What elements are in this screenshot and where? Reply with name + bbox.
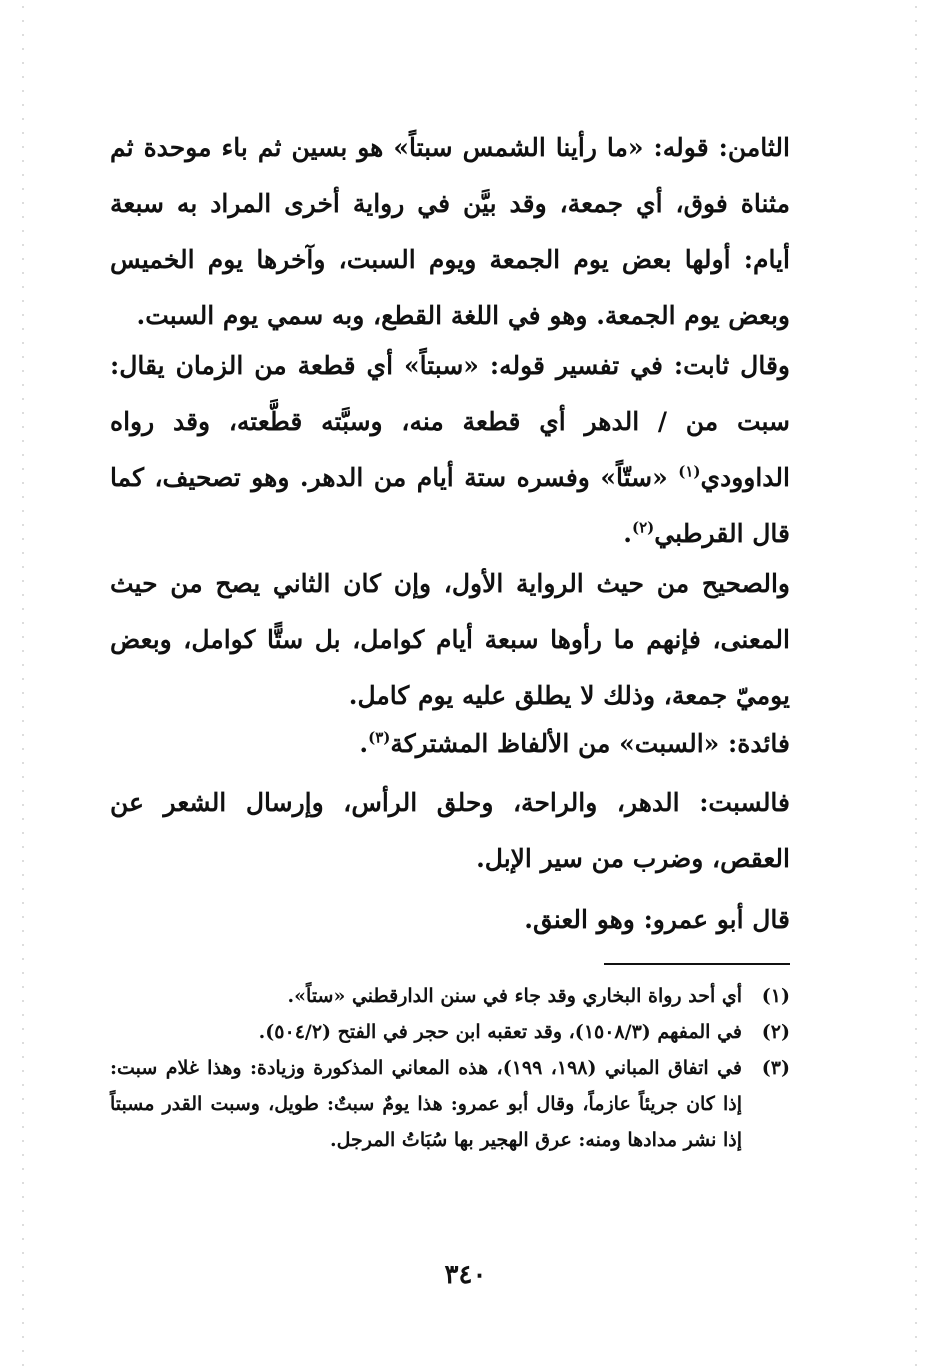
footnote-number: (١) — [761, 985, 790, 1007]
page-number: ٣٤٠ — [444, 1260, 487, 1290]
paragraph-text: قال أبو عمرو: وهو العنق. — [524, 905, 790, 934]
footnote-ref-1[interactable]: (١) — [678, 462, 701, 481]
footnote-3 — [110, 1050, 790, 1158]
paragraph-6 — [110, 892, 790, 948]
paragraph-text: والصحيح من حيث الرواية الأول، وإن كان الثاني يصح من حيث المعنى، فإنهم ما رأوها سبعة أيام كوامل، بل ستًّا كوامل، وبعض يوميّ جمعة، وذلك لا يطلق عليه يوم كامل. — [110, 569, 790, 710]
footnote-number: (٣) — [761, 1057, 790, 1079]
footnote-text: في المفهم (١٥٠٨/٣)، وقد تعقبه ابن حجر في الفتح (٥٠٤/٢). — [258, 1021, 742, 1043]
paragraph-3 — [110, 556, 790, 724]
paragraph-lead: فائدة: — [728, 729, 790, 758]
footnotes-section — [110, 978, 790, 1158]
footnote-divider — [604, 963, 790, 965]
paragraph-text: «ستّاً» وفسره ستة أيام من الدهر. وهو تصحيف، كما قال القرطبي — [110, 463, 790, 548]
paragraph-end: . — [623, 519, 632, 548]
paragraph-text: «السبت» من الألفاظ المشتركة — [390, 729, 729, 758]
paragraph-2 — [110, 338, 790, 562]
footnote-ref-2[interactable]: (٢) — [632, 518, 655, 537]
page-edge-right — [915, 0, 917, 1371]
footnote-text: في اتفاق المباني (١٩٨، ١٩٩)، هذه المعاني المذكورة وزيادة: وهذا غلام سبت: إذا كان جريئاً عازماً، وقال أبو عمرو: هذا يومٌ سبتٌ: طويل، وسبت القدر مسبتاً إذا نشر مدادها ومنه: عرق الهجير بها سُبَاتُ المرجل. — [110, 1057, 743, 1151]
paragraph-end: . — [359, 729, 369, 758]
page-edge-left — [22, 0, 24, 1371]
paragraph-text: قوله: «ما رأينا الشمس سبتاً» هو بسين ثم باء موحدة ثم مثناة فوق، أي جمعة، وقد بيَّن في رواية أخرى المراد به سبعة أيام: أولها بعض يوم الجمعة ويوم السبت، وآخرها يوم الخميس وبعض يوم الجمعة. وهو في اللغة القطع، وبه سمي يوم السبت. — [110, 133, 790, 330]
paragraph-lead: الثامن: — [718, 133, 790, 162]
footnote-2 — [110, 1014, 790, 1050]
paragraph-1 — [110, 120, 790, 344]
footnote-number: (٢) — [761, 1021, 790, 1043]
paragraph-text: وقال ثابت: في تفسير قوله: «سبتاً» أي قطعة من الزمان يقال: سبت من / الدهر أي قطعة منه، وسبَّته قطَّعته، وقد رواه الداوودي — [110, 351, 790, 492]
footnote-1 — [110, 978, 790, 1014]
paragraph-text: فالسبت: الدهر، والراحة، وحلق الرأس، وإرسال الشعر عن العقص، وضرب من سير الإبل. — [110, 788, 790, 873]
paragraph-5 — [110, 775, 790, 887]
footnote-text: أي أحد رواة البخاري وقد جاء في سنن الدارقطني «ستاً». — [287, 985, 742, 1007]
paragraph-4-benefit — [110, 716, 790, 772]
footnote-ref-3[interactable]: (٣) — [368, 728, 391, 747]
